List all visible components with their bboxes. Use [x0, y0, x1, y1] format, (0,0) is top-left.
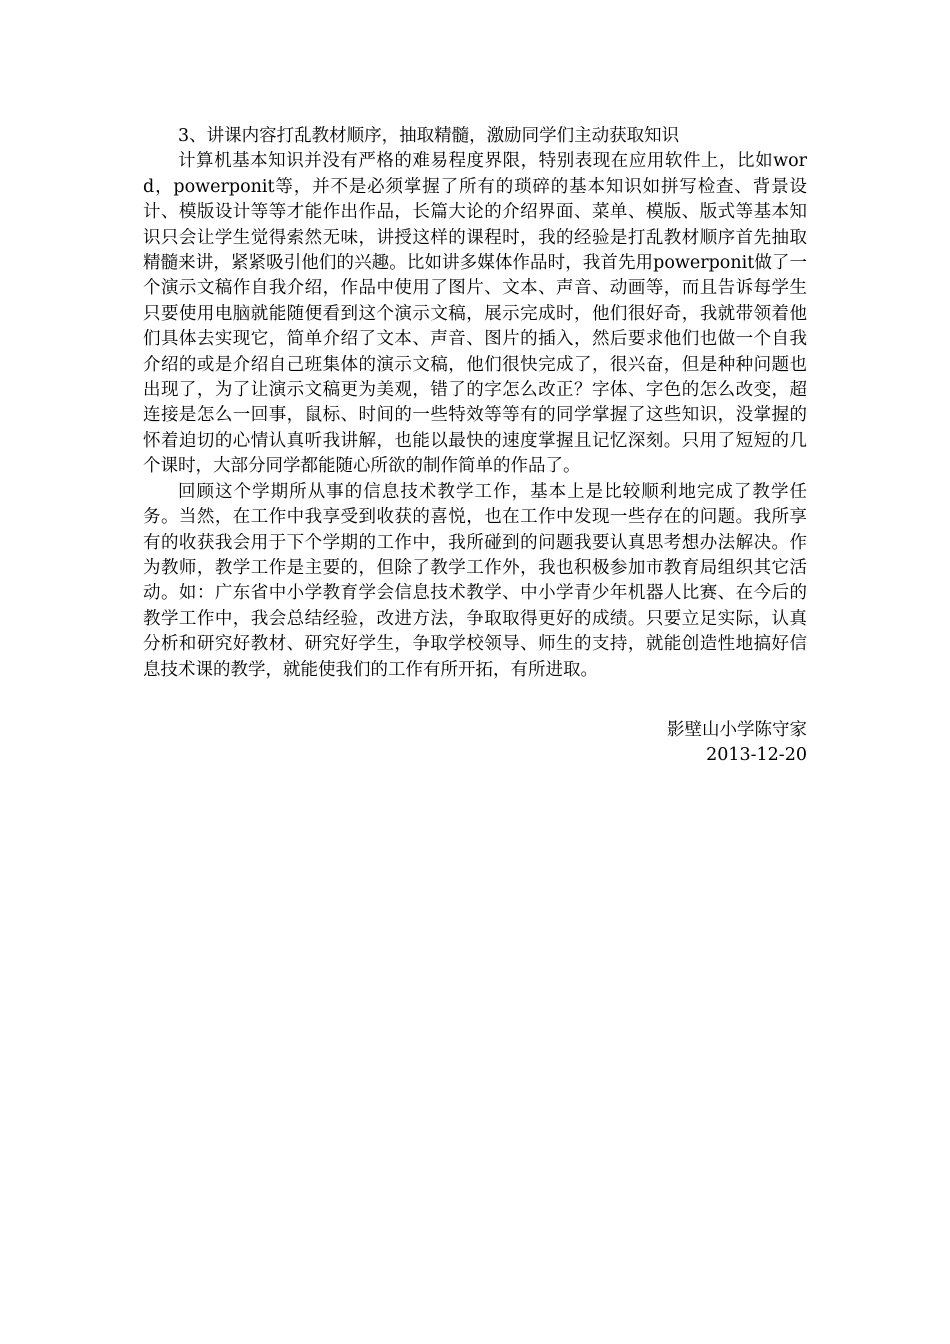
signature-date: 2013-12-20: [706, 745, 807, 766]
body-paragraph-1: 计算机基本知识并没有严格的难易程度界限，特别表现在应用软件上，比如word，powerponit等，并不是必须掌握了所有的琐碎的基本知识如拼写检查、背景设计、模版设计等等才能作出作品，长篇大论的介绍界面、菜单、模版、版式等基本知识只会让学生觉得索然无味，讲授这样的课程时，我的经验是打乱教材顺序首先抽取精髓来讲，紧紧吸引他们的兴趣。比如讲多媒体作品时，我首先用powerponit做了一个演示文稿作自我介绍，作品中使用了图片、文本、声音、动画等，而且告诉每学生只要使用电脑就能随便看到这个演示文稿，展示完成时，他们很好奇，我就带领着他们具体去实现它，简单介绍了文本、声音、图片的插入，然后要求他们也做一个自我介绍的或是介绍自己班集体的演示文稿，他们很快完成了，很兴奋，但是种种问题也出现了，为了让演示文稿更为美观，错了的字怎么改正？字体、字色的怎么改变，超连接是怎么一回事，鼠标、时间的一些特效等等有的同学掌握了这些知识，没掌握的怀着迫切的心情认真听我讲解，也能以最快的速度掌握且记忆深刻。只用了短短的几个课时，大部分同学都能随心所欲的制作简单的作品了。: [143, 151, 807, 477]
document-body: [143, 124, 807, 683]
signature-author: 影壁山小学陈守家: [667, 720, 807, 740]
section-heading: 3、讲课内容打乱教材顺序，抽取精髓，激励同学们主动获取知识: [178, 126, 680, 146]
body-paragraph-2: 回顾这个学期所从事的信息技术教学工作，基本上是比较顺利地完成了教学任务。当然，在工作中我享受到收获的喜悦，也在工作中发现一些存在的问题。我所享有的收获我会用于下个学期的工作中，我所碰到的问题我要认真思考想办法解决。作为教师，教学工作是主要的，但除了教学工作外，我也积极参加市教育局组织其它活动。如：广东省中小学教育学会信息技术教学、中小学青少年机器人比赛、在今后的教学工作中，我会总结经验，改进方法，争取取得更好的成绩。只要立足实际，认真分析和研究好教材、研究好学生，争取学校领导、师生的支持，就能创造性地搞好信息技术课的教学，就能使我们的工作有所开拓，有所进取。: [143, 481, 807, 680]
signature-block: [143, 718, 807, 769]
